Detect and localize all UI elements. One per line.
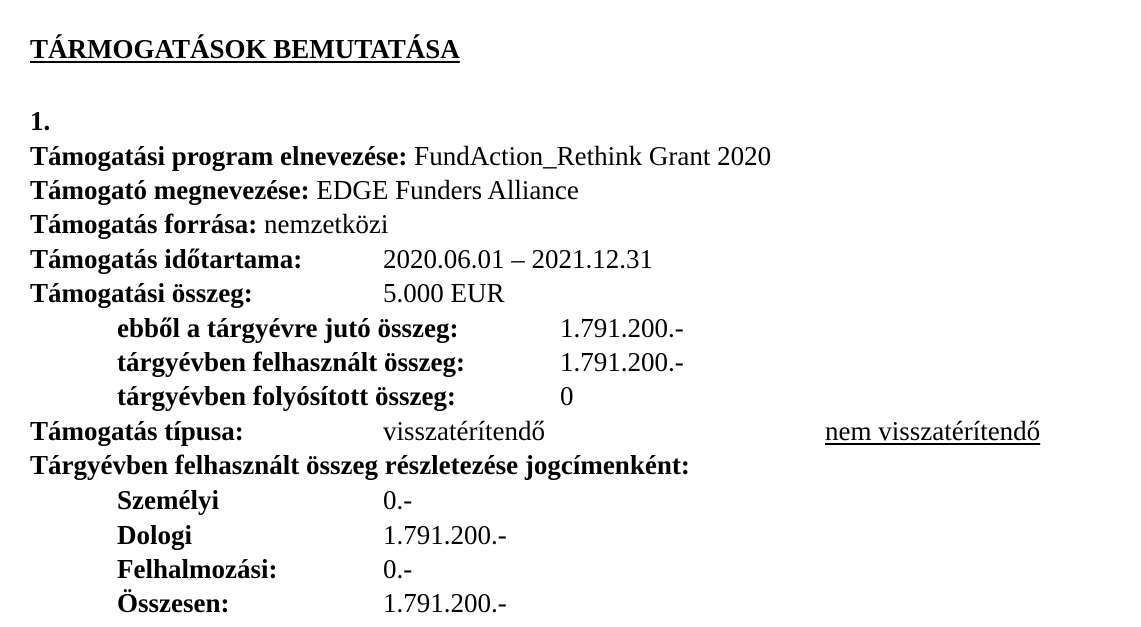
- amount-value: 5.000 EUR: [383, 278, 505, 308]
- type-option-refundable: visszatérítendő: [383, 416, 545, 446]
- amount-row: [30, 276, 505, 310]
- breakdown-label-total: Összesen:: [117, 588, 230, 618]
- breakdown-label: Tárgyévben felhasznált összeg részletezése jogcímenként:: [30, 450, 690, 480]
- year-paid-label: tárgyévben folyósított összeg:: [117, 381, 456, 411]
- source-row: [30, 207, 388, 241]
- duration-value: 2020.06.01 – 2021.12.31: [383, 244, 653, 274]
- funder-row: [30, 173, 579, 207]
- document-heading: TÁRMOGATÁSOK BEMUTATÁSA: [30, 34, 460, 64]
- year-used-value: 1.791.200.-: [560, 347, 684, 377]
- year-paid-value: 0: [560, 381, 574, 411]
- duration-label: Támogatás időtartama:: [30, 244, 303, 274]
- amount-label: Támogatási összeg:: [30, 278, 253, 308]
- year-share-value: 1.791.200.-: [560, 313, 684, 343]
- type-row: [30, 414, 1041, 448]
- breakdown-label-personal: Személyi: [117, 485, 219, 515]
- program-value: FundAction_Rethink Grant 2020: [414, 141, 772, 171]
- item-number: 1.: [30, 106, 51, 136]
- program-label: Támogatási program elnevezése:: [30, 141, 408, 171]
- duration-row: [30, 242, 653, 276]
- year-used-label: tárgyévben felhasznált összeg:: [117, 347, 465, 377]
- breakdown-label-capital: Felhalmozási:: [117, 554, 278, 584]
- funder-label: Támogató megnevezése:: [30, 175, 310, 205]
- type-label: Támogatás típusa:: [30, 416, 244, 446]
- breakdown-value-total: 1.791.200.-: [383, 588, 507, 618]
- breakdown-value-capital: 0.-: [383, 554, 413, 584]
- breakdown-value-personal: 0.-: [383, 485, 413, 515]
- breakdown-value-material: 1.791.200.-: [383, 520, 507, 550]
- year-share-label: ebből a tárgyévre jutó összeg:: [117, 313, 459, 343]
- breakdown-label-material: Dologi: [117, 520, 193, 550]
- source-label: Támogatás forrása:: [30, 209, 258, 239]
- type-option-nonrefundable-selected: nem visszatérítendő: [825, 416, 1041, 446]
- funder-value: EDGE Funders Alliance: [316, 175, 579, 205]
- source-value: nemzetközi: [263, 209, 389, 239]
- program-row: [30, 139, 771, 173]
